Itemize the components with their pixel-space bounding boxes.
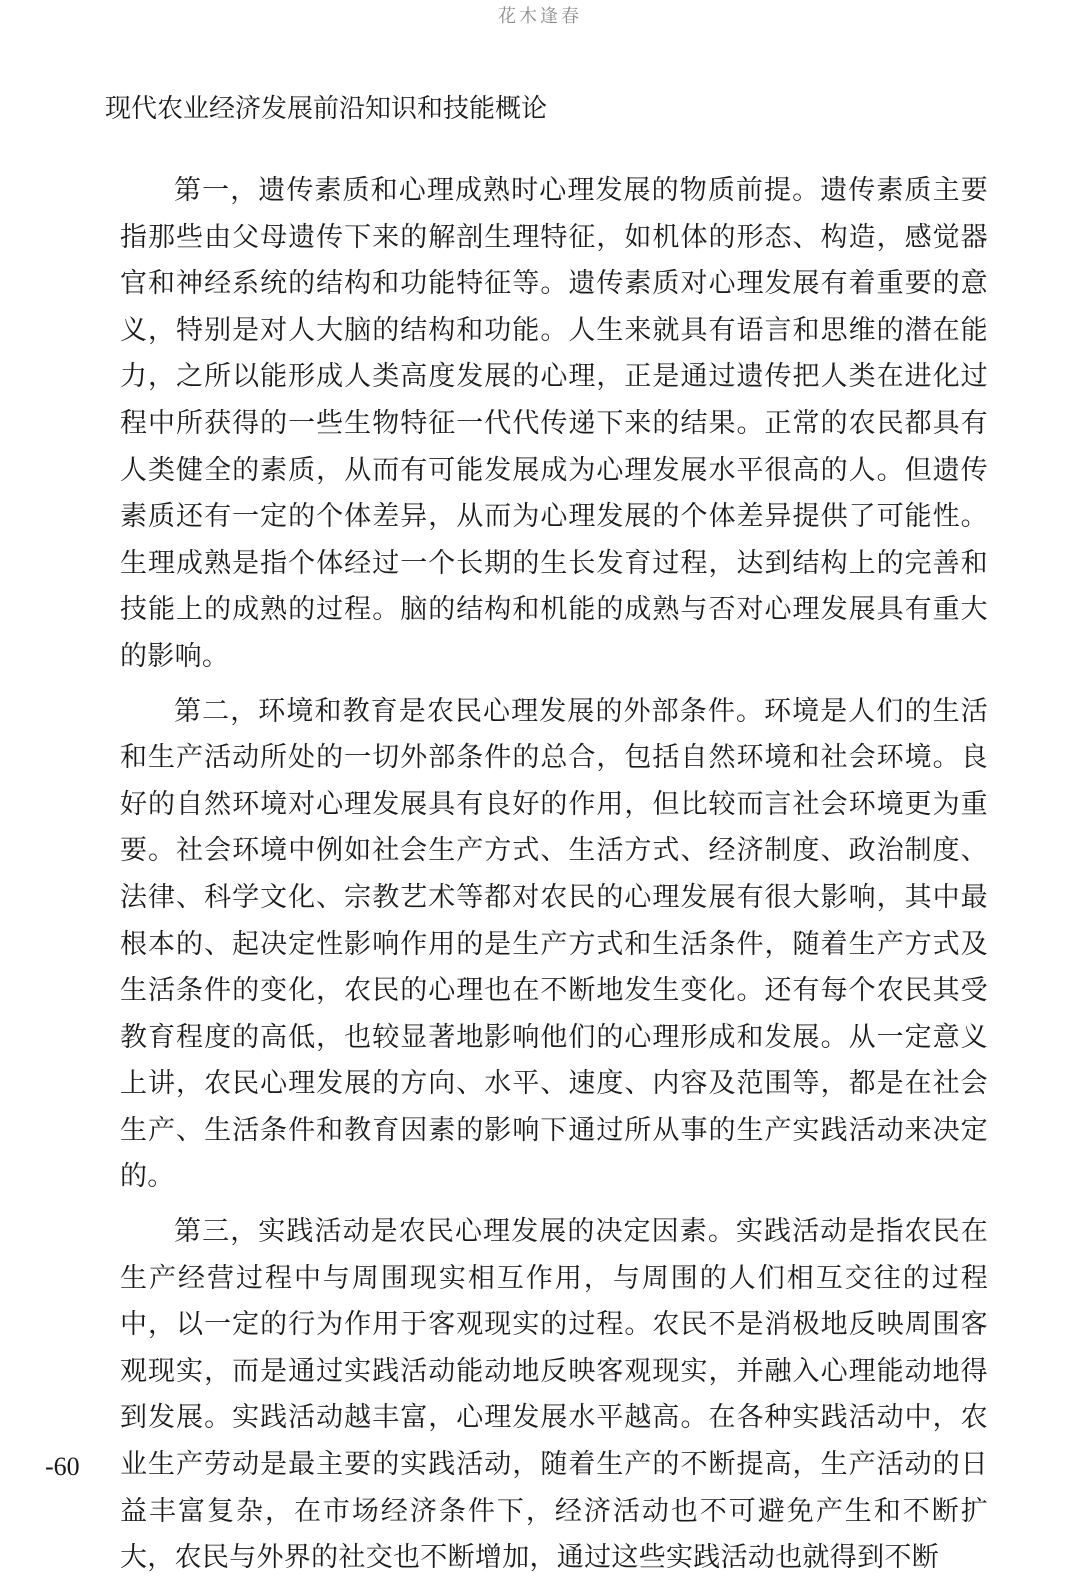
running-header-title: 现代农业经济发展前沿知识和技能概论	[105, 94, 548, 124]
page-number: -60	[45, 1452, 80, 1481]
watermark: 花木逢春	[498, 6, 582, 27]
paragraph-3: 第三，实践活动是农民心理发展的决定因素。实践活动是指农民在生产经营过程中与周围现实相互作用，与周围的人们相互交往的过程中，以一定的行为作用于客观现实的过程。农民不是消极地反映周围客观现实，而是通过实践活动能动地反映客观现实，并融入心理能动地得到发展。实践活动越丰富，心理发展水平越高。在各种实践活动中，农业生产劳动是最主要的实践活动，随着生产的不断提高，生产活动的日益丰富复杂，在市场经济条件下，经济活动也不可避免产生和不断扩大，农民与外界的社交也不断增加，通过这些实践活动也就得到不断	[120, 1216, 988, 1574]
paragraph-1: 第一，遗传素质和心理成熟时心理发展的物质前提。遗传素质主要指那些由父母遗传下来的解剖生理特征，如机体的形态、构造，感觉器官和神经系统的结构和功能特征等。遗传素质对心理发展有着重要的意义，特别是对人大脑的结构和功能。人生来就具有语言和思维的潜在能力，之所以能形成人类高度发展的心理，正是通过遗传把人类在进化过程中所获得的一些生物特征一代代传递下来的结果。正常的农民都具有人类健全的素质，从而有可能发展成为心理发展水平很高的人。但遗传素质还有一定的个体差异，从而为心理发展的个体差异提供了可能性。生理成熟是指个体经过一个长期的生长发育过程，达到结构上的完善和技能上的成熟的过程。脑的结构和机能的成熟与否对心理发展具有重大的影响。	[120, 175, 988, 672]
paragraph-2: 第二，环境和教育是农民心理发展的外部条件。环境是人们的生活和生产活动所处的一切外部条件的总合，包括自然环境和社会环境。良好的自然环境对心理发展具有良好的作用，但比较而言社会环境更为重要。社会环境中例如社会生产方式、生活方式、经济制度、政治制度、法律、科学文化、宗教艺术等都对农民的心理发展有很大影响，其中最根本的、起决定性影响作用的是生产方式和生活条件，随着生产方式及生活条件的变化，农民的心理也在不断地发生变化。还有每个农民其受教育程度的高低，也较显著地影响他们的心理形成和发展。从一定意义上讲，农民心理发展的方向、水平、速度、内容及范围等，都是在社会生产、生活条件和教育因素的影响下通过所从事的生产实践活动来决定的。	[120, 695, 988, 1193]
body-text	[120, 168, 988, 1590]
